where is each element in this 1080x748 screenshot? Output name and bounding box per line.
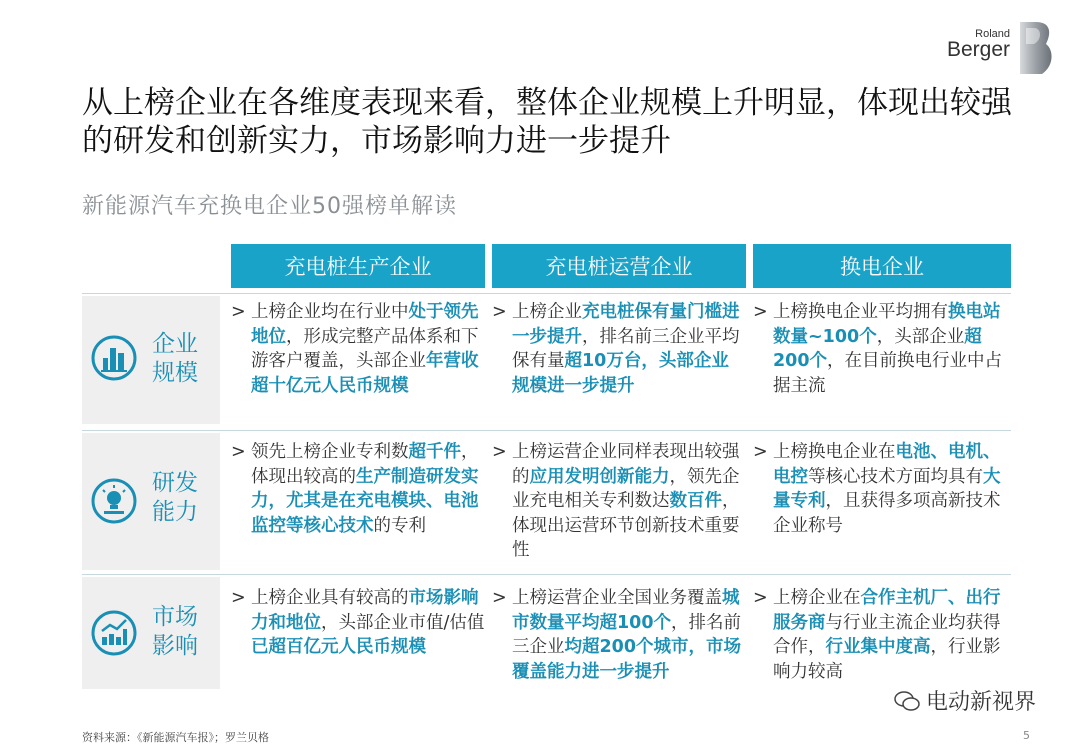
column-header-battery-swap: 换电企业 xyxy=(753,244,1011,288)
row-label-rnd xyxy=(82,433,220,570)
body-text: ，头部企业 xyxy=(876,326,965,347)
cell-text xyxy=(773,440,1011,538)
bullet-arrow: > xyxy=(492,302,507,322)
highlight-text: 超200个 xyxy=(773,326,982,371)
cell-text xyxy=(512,440,746,563)
bullet-arrow: > xyxy=(492,588,507,608)
row-divider xyxy=(82,430,1011,431)
cell-scale-swap xyxy=(753,300,1011,398)
body-text: 上榜换电企业在 xyxy=(773,442,896,462)
highlight-text: 处于领先地位 xyxy=(251,302,479,347)
body-text: ，头部企业市值/估值 xyxy=(321,612,485,633)
bullet-arrow: > xyxy=(231,588,246,608)
body-text: 的专利 xyxy=(373,515,426,536)
cell-text xyxy=(512,586,746,684)
highlight-text: 城市数量平均超100个 xyxy=(512,588,740,633)
row-label-market xyxy=(82,577,220,689)
highlight-text: 市场影响力和地位 xyxy=(251,588,479,633)
page-subtitle: 新能源汽车充换电企业50强榜单解读 xyxy=(82,194,457,219)
body-text: 上榜运营企业同样表现出较强的 xyxy=(512,442,740,487)
cell-text xyxy=(773,300,1011,398)
cell-text xyxy=(773,586,1011,684)
highlight-text: 均超200个城市，市场覆盖能力进一步提升 xyxy=(512,637,742,682)
page-title: 从上榜企业在各维度表现来看，整体企业规模上升明显，体现出较强的研发和创新实力，市场影响力进一步提升 xyxy=(82,85,1012,159)
bullet-arrow: > xyxy=(231,442,246,462)
column-header-charger-operators: 充电桩运营企业 xyxy=(492,244,746,288)
bullet-arrow: > xyxy=(753,442,768,462)
logo-big-text: Berger xyxy=(946,38,1010,61)
cell-scale-manufacturers xyxy=(231,300,485,398)
row-label-text: 市场影响 xyxy=(152,604,198,659)
cell-rnd-manufacturers xyxy=(231,440,485,538)
highlight-text: 已超百亿元人民币规模 xyxy=(251,637,426,657)
highlight-text: 数百件 xyxy=(669,491,722,511)
body-text: ，行业影响力较高 xyxy=(773,637,1001,682)
cell-text xyxy=(251,300,485,398)
highlight-text: 超千件 xyxy=(408,442,461,462)
cell-market-swap xyxy=(753,586,1011,684)
highlight-text: 超10万台，头部企业规模进一步提升 xyxy=(512,351,729,396)
highlight-text: 电池、电机、电控 xyxy=(773,442,1001,487)
page-number: 5 xyxy=(1023,729,1030,742)
highlight-text: 充电桩保有量门槛进一步提升 xyxy=(512,302,740,347)
source-note: 资料来源：《新能源汽车报》；罗兰贝格 xyxy=(82,731,269,744)
logo-small-text: Roland xyxy=(975,28,1010,40)
cell-scale-operators xyxy=(492,300,746,398)
body-text: 上榜企业在 xyxy=(773,588,861,608)
rising-chart-icon xyxy=(90,609,138,657)
bullet-arrow: > xyxy=(753,302,768,322)
body-text: 上榜企业 xyxy=(512,302,582,322)
body-text: ，体现出较高的 xyxy=(251,442,479,487)
body-text: 上榜企业具有较高的 xyxy=(251,588,409,608)
highlight-text: 行业集中度高 xyxy=(825,637,931,657)
watermark-text: 电动新视界 xyxy=(925,690,1036,715)
roland-berger-logo xyxy=(934,22,1054,74)
bullet-arrow: > xyxy=(492,442,507,462)
highlight-text: 大量专利 xyxy=(773,466,1001,511)
body-text: 领先上榜企业专利数 xyxy=(251,442,409,462)
body-text: 上榜换电企业平均拥有 xyxy=(773,302,948,322)
cell-market-manufacturers xyxy=(231,586,485,660)
bullet-arrow: > xyxy=(753,588,768,608)
cell-market-operators xyxy=(492,586,746,684)
body-text: 等核心技术方面均具有 xyxy=(808,466,983,487)
cell-text xyxy=(251,586,485,660)
cell-rnd-operators xyxy=(492,440,746,563)
wechat-icon xyxy=(894,690,920,712)
row-label-text: 研发能力 xyxy=(152,470,198,525)
body-text: 上榜企业均在行业中 xyxy=(251,302,409,322)
cell-text xyxy=(512,300,746,398)
row-label-text: 企业规模 xyxy=(152,331,198,386)
bullet-arrow: > xyxy=(231,302,246,322)
body-text: ，在目前换电行业中占据主流 xyxy=(773,351,1003,396)
cell-rnd-swap xyxy=(753,440,1011,538)
body-text: 上榜运营企业全国业务覆盖 xyxy=(512,588,722,608)
body-text: ，且获得多项高新技术企业称号 xyxy=(773,491,1001,536)
watermark xyxy=(890,683,1040,718)
building-chart-icon xyxy=(90,334,138,382)
cell-text xyxy=(251,440,485,538)
highlight-text: 生产制造研发实力，尤其是在充电模块、电池监控等核心技术 xyxy=(251,466,479,536)
body-text: ，排名前三企业 xyxy=(512,612,742,657)
row-divider xyxy=(82,293,1011,294)
highlight-text: 年营收超十亿元人民币规模 xyxy=(251,351,479,396)
body-text: ，排名前三企业平均保有量 xyxy=(512,326,740,371)
highlight-text: 换电站数量~100个 xyxy=(773,302,1001,347)
logo-b-mark-icon xyxy=(1016,22,1054,74)
column-header-charger-manufacturers: 充电桩生产企业 xyxy=(231,244,485,288)
lightbulb-icon xyxy=(90,477,138,525)
body-text: ，领先企业充电相关专利数达 xyxy=(512,466,740,511)
highlight-text: 合作主机厂、出行服务商 xyxy=(773,588,1001,633)
body-text: ，体现出运营环节创新技术重要性 xyxy=(512,491,740,560)
body-text: ，形成完整产品体系和下游客户覆盖，头部企业 xyxy=(251,326,479,371)
row-divider xyxy=(82,574,1011,575)
body-text: 与行业主流企业均获得合作， xyxy=(773,612,1001,657)
highlight-text: 应用发明创新能力 xyxy=(529,466,670,487)
row-label-scale xyxy=(82,296,220,424)
